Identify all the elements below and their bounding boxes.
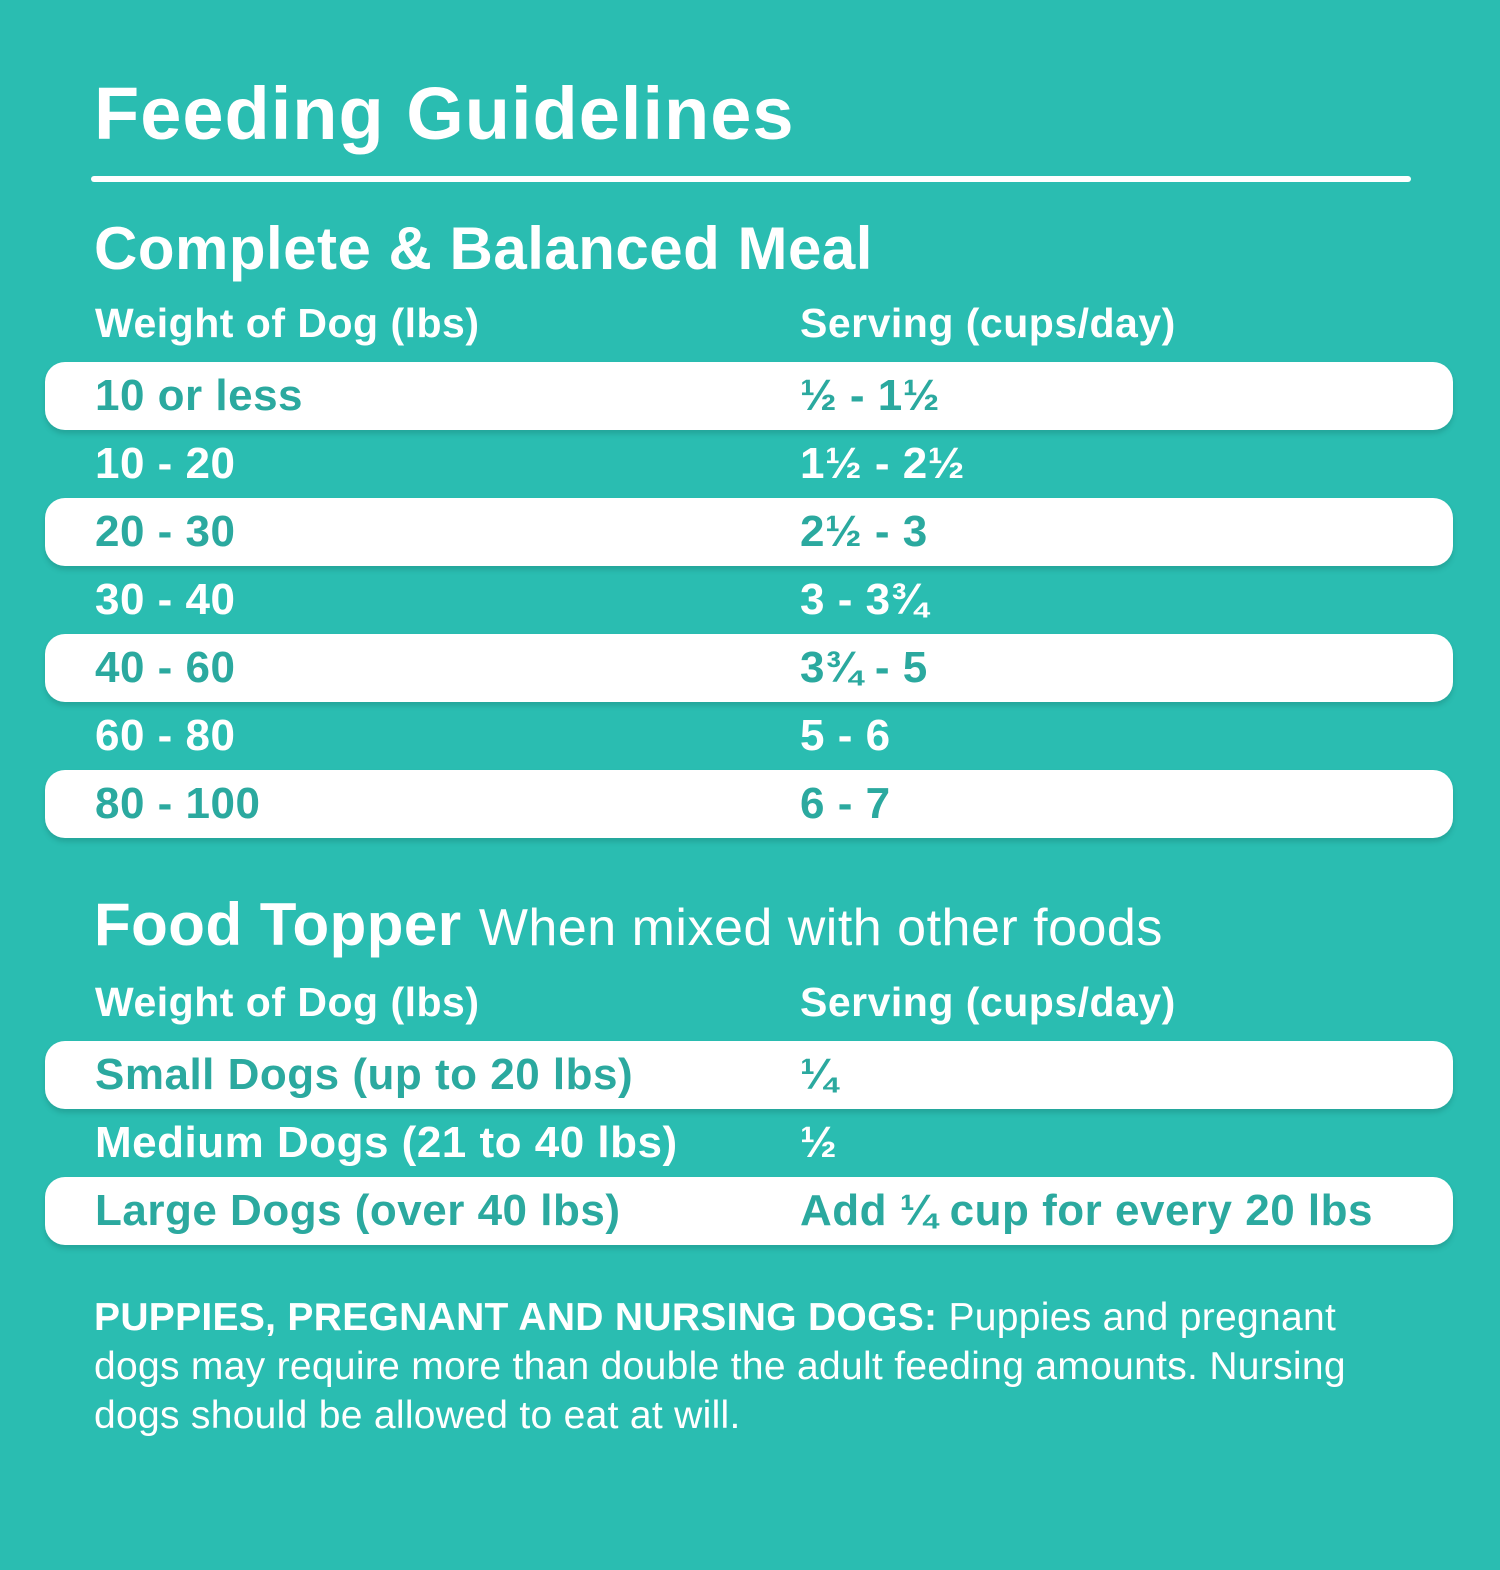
table-row [45,362,1453,430]
topper-table-header-row [45,977,1453,1027]
table-row [45,1177,1453,1245]
table-row [45,1041,1453,1109]
topper-weight-column-header: Weight of Dog (lbs) [95,979,480,1025]
meal-weight-column-header: Weight of Dog (lbs) [95,300,480,346]
table-row [45,770,1453,838]
meal-section-title: Complete & Balanced Meal [94,215,873,282]
weight-cell: 40 - 60 [95,643,236,692]
food-topper-section [0,890,1500,1245]
footnote-label: PUPPIES, PREGNANT AND NURSING DOGS: [94,1296,938,1339]
serving-cell: Add ¼ cup for every 20 lbs [800,1186,1373,1235]
weight-cell: 80 - 100 [95,779,261,828]
meal-table [45,362,1453,838]
serving-cell: ½ [800,1118,838,1167]
page-title: Feeding Guidelines [94,72,795,155]
footnote-text: Puppies and pregnant dogs may require more than double the adult feeding amounts. Nursing dogs should be allowed to eat at will. [94,1296,1346,1437]
weight-cell: 60 - 80 [95,711,236,760]
table-row [45,566,1453,634]
weight-cell: Small Dogs (up to 20 lbs) [95,1050,634,1099]
serving-cell: 5 - 6 [800,711,891,760]
serving-cell: 3¾ - 5 [800,643,928,692]
meal-table-header-row [45,298,1453,348]
table-row [45,702,1453,770]
weight-cell: Large Dogs (over 40 lbs) [95,1186,621,1235]
table-row [45,430,1453,498]
feeding-guidelines-panel [0,70,1500,1570]
serving-cell: 6 - 7 [800,779,891,828]
table-row [45,498,1453,566]
serving-cell: ½ - 1½ [800,371,940,420]
table-row [45,1109,1453,1177]
weight-cell: 10 - 20 [95,439,236,488]
title-divider [91,176,1411,182]
table-row [45,634,1453,702]
meal-serving-column-header: Serving (cups/day) [800,300,1176,346]
topper-section-title [94,890,1500,963]
topper-subtitle-text: When mixed with other foods [478,899,1163,957]
puppies-footnote [94,1293,1424,1440]
weight-cell: 20 - 30 [95,507,236,556]
topper-title-text: Food Topper [94,891,462,958]
serving-cell: 2½ - 3 [800,507,928,556]
serving-cell: 3 - 3¾ [800,575,928,624]
weight-cell: 30 - 40 [95,575,236,624]
topper-serving-column-header: Serving (cups/day) [800,979,1176,1025]
topper-table [45,1041,1453,1245]
weight-cell: 10 or less [95,371,304,420]
complete-balanced-meal-section [0,214,1500,838]
serving-cell: 1½ - 2½ [800,439,965,488]
serving-cell: ¼ [800,1050,838,1099]
weight-cell: Medium Dogs (21 to 40 lbs) [95,1118,678,1167]
